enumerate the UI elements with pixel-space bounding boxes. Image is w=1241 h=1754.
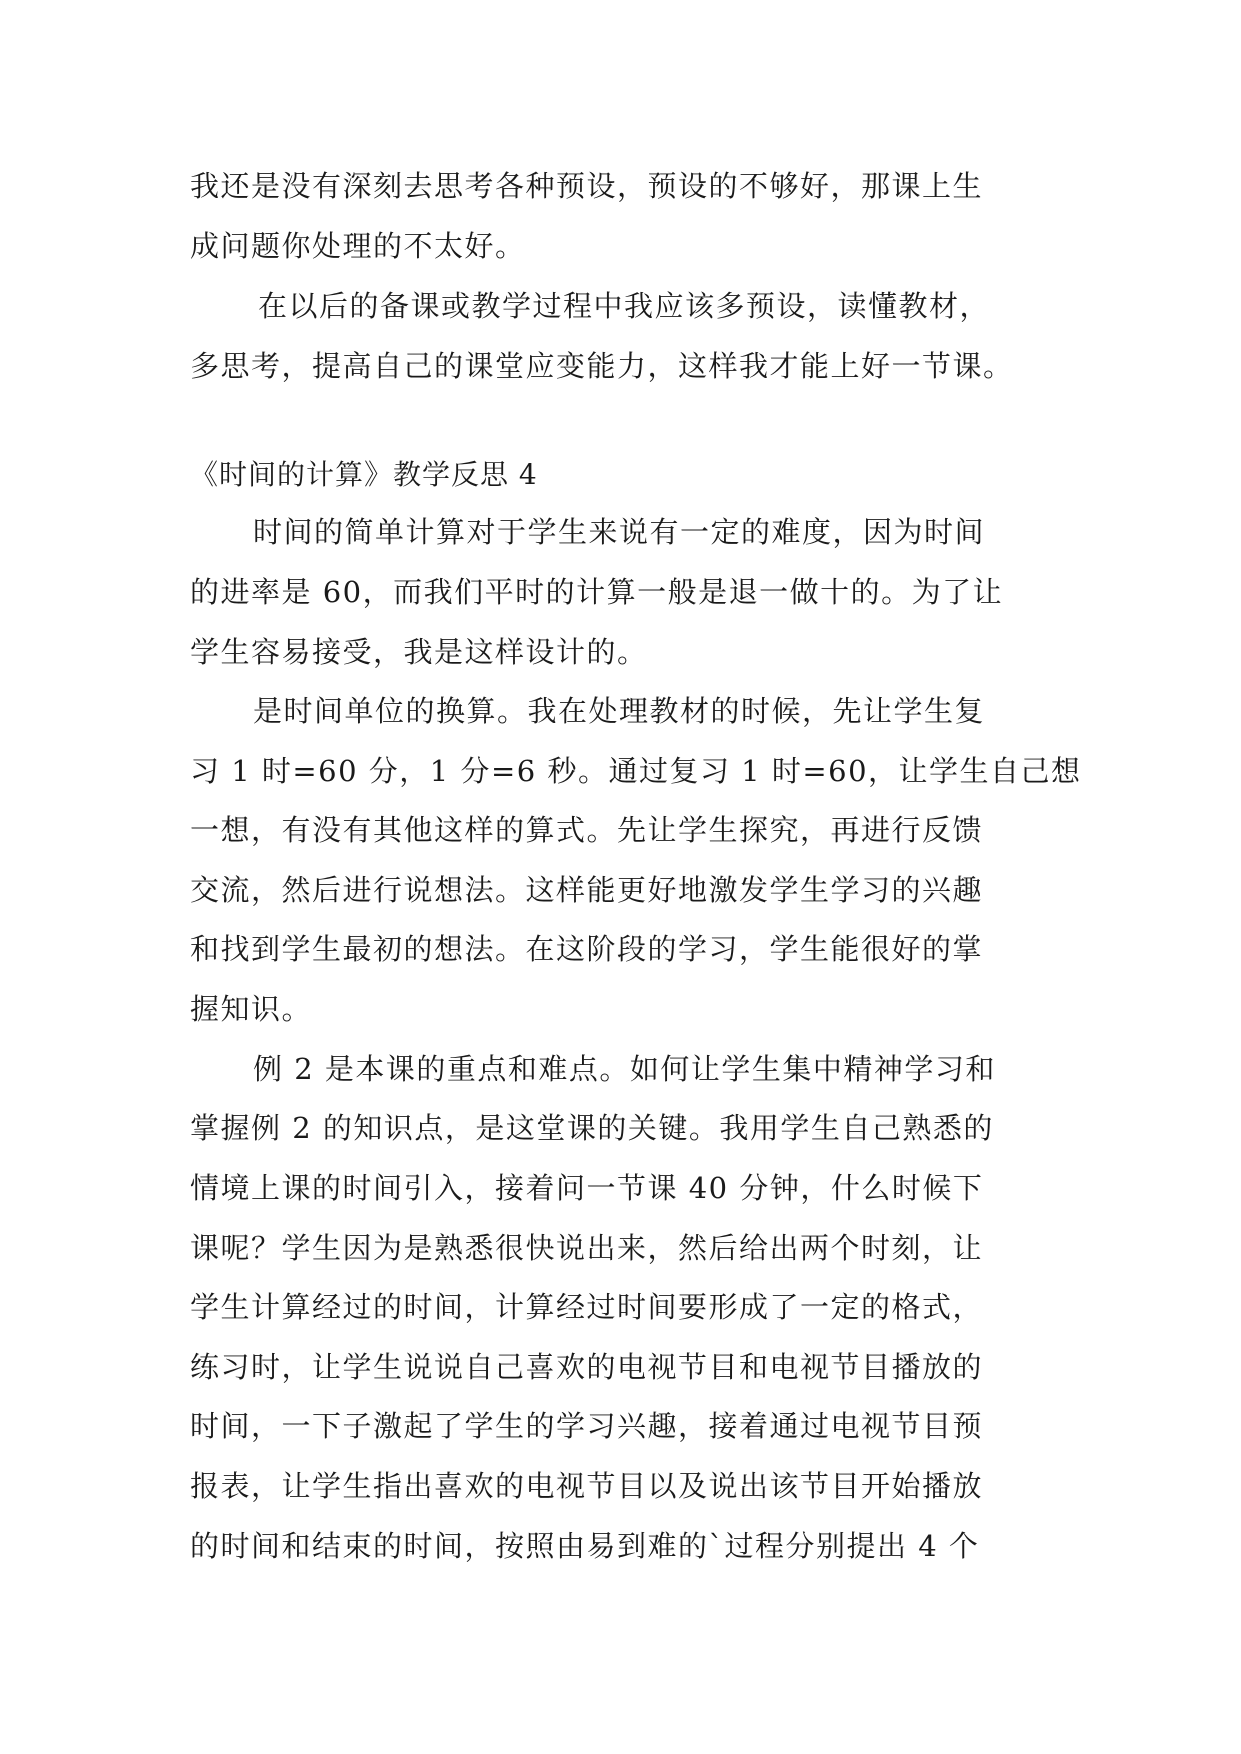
paragraph-line: 例 2 是本课的重点和难点。如何让学生集中精神学习和 — [253, 1052, 996, 1086]
text-line: 的进率是 60，而我们平时的计算一般是退一做十的。为了让 — [190, 575, 1004, 609]
text-line: 多思考，提高自己的课堂应变能力，这样我才能上好一节课。 — [190, 349, 1014, 383]
text-line: 成问题你处理的不太好。 — [190, 229, 526, 263]
text-line: 学生容易接受，我是这样设计的。 — [190, 635, 648, 669]
text-line: 掌握例 2 的知识点，是这堂课的关键。我用学生自己熟悉的 — [190, 1111, 994, 1145]
paragraph-line: 在以后的备课或教学过程中我应该多预设，读懂教材， — [258, 289, 991, 323]
text-line: 学生计算经过的时间，计算经过时间要形成了一定的格式， — [190, 1290, 984, 1324]
text-line: 情境上课的时间引入，接着问一节课 40 分钟，什么时候下 — [190, 1171, 984, 1205]
text-line: 的时间和结束的时间，按照由易到难的`过程分别提出 4 个 — [190, 1529, 980, 1563]
text-line: 课呢？学生因为是熟悉很快说出来，然后给出两个时刻，让 — [190, 1231, 984, 1265]
text-line: 练习时，让学生说说自己喜欢的电视节目和电视节目播放的 — [190, 1350, 984, 1384]
text-line: 一想，有没有其他这样的算式。先让学生探究，再进行反馈 — [190, 813, 984, 847]
paragraph-line: 时间的简单计算对于学生来说有一定的难度，因为时间 — [253, 515, 986, 549]
section-heading: 《时间的计算》教学反思 4 — [190, 458, 538, 491]
text-line: 交流，然后进行说想法。这样能更好地激发学生学习的兴趣 — [190, 873, 984, 907]
paragraph-line: 是时间单位的换算。我在处理教材的时候，先让学生复 — [253, 694, 986, 728]
text-line: 时间，一下子激起了学生的学习兴趣，接着通过电视节目预 — [190, 1409, 984, 1443]
text-line: 和找到学生最初的想法。在这阶段的学习，学生能很好的掌 — [190, 932, 984, 966]
text-line: 握知识。 — [190, 992, 313, 1026]
text-line: 报表，让学生指出喜欢的电视节目以及说出该节目开始播放 — [190, 1469, 984, 1503]
text-line: 习 1 时=60 分，1 分=6 秒。通过复习 1 时=60，让学生自己想 — [190, 754, 1082, 788]
text-line: 我还是没有深刻去思考各种预设，预设的不够好，那课上生 — [190, 169, 984, 203]
